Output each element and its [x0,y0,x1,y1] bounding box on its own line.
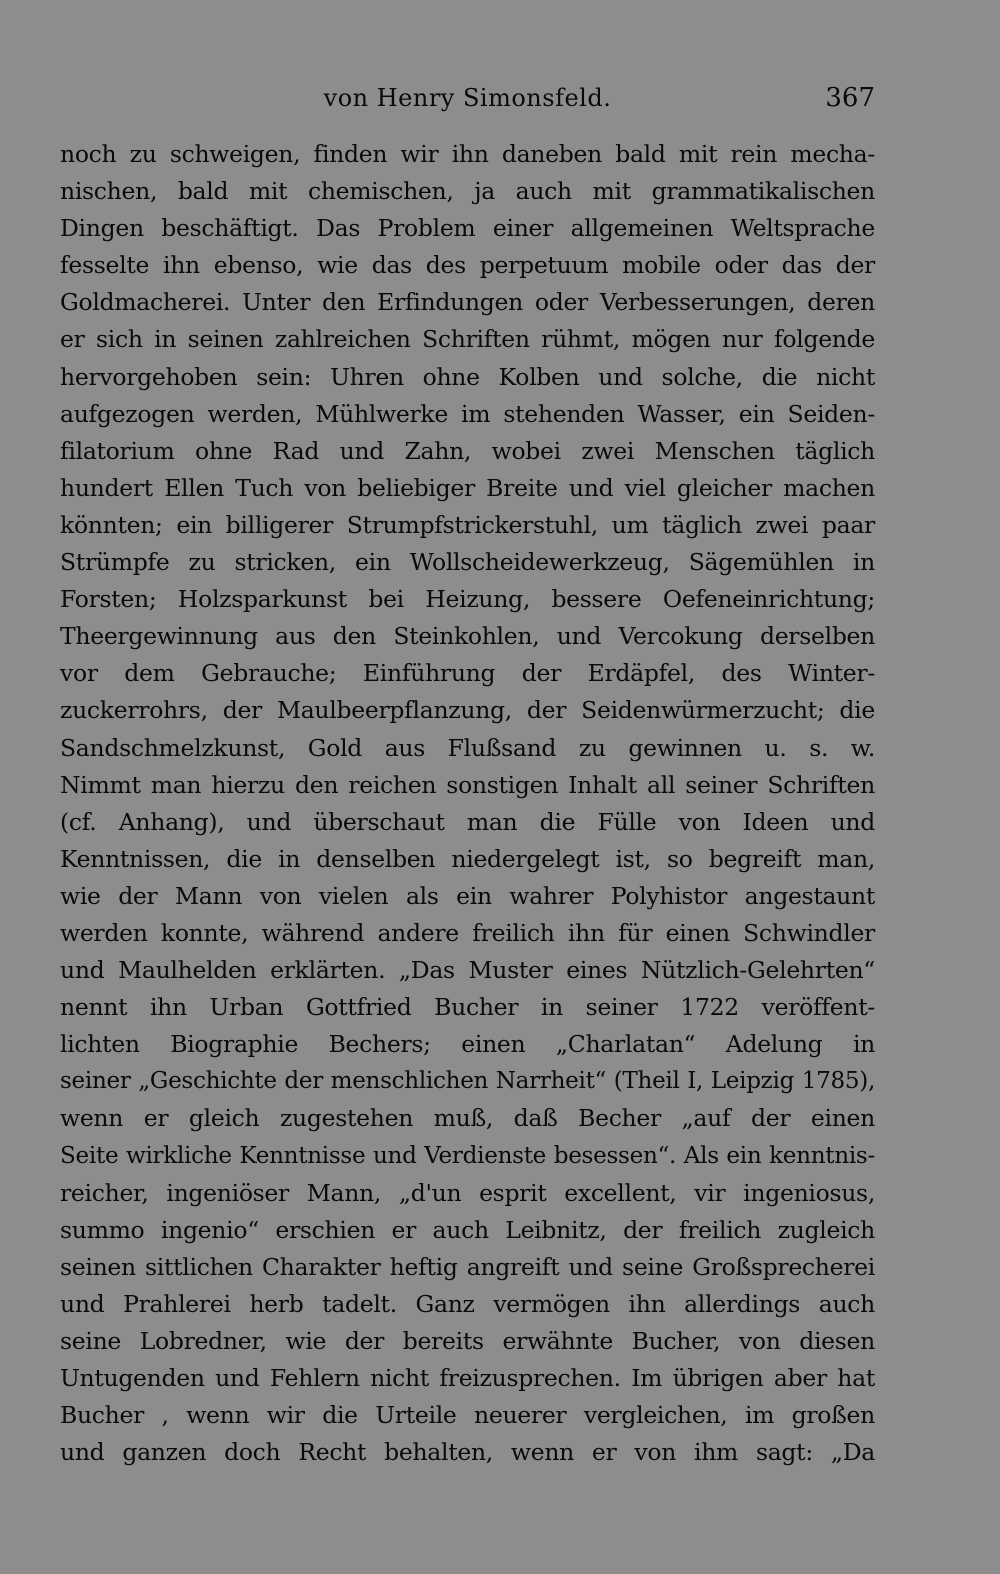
text-line: und Maulhelden erklärten. „Das Muster eines Nützlich-Gelehrten“ [60,956,875,985]
text-line: hervorgehoben sein: Uhren ohne Kolben und solche, die nicht [60,362,875,391]
text-line: reicher, ingeniöser Mann, „d'un esprit excellent, vir ingeniosus, [60,1178,875,1207]
body-text [60,136,875,1471]
text-line: fesselte ihn ebenso, wie das des perpetuum mobile oder das der [60,251,875,280]
text-line: Forsten; Holzsparkunst bei Heizung, bessere Oefeneinrichtung; [60,585,875,614]
text-line: aufgezogen werden, Mühlwerke im stehenden Wasser, ein Seiden- [60,399,875,428]
text-line: wenn er gleich zugestehen muß, daß Becher „auf der einen [60,1104,875,1133]
text-line: Strümpfe zu stricken, ein Wollscheidewerkzeug, Sägemühlen in [60,548,875,577]
page-number: 367 [825,83,875,113]
text-line: könnten; ein billigerer Strumpfstrickerstuhl, um täglich zwei paar [60,510,875,539]
text-line: (cf. Anhang), und überschaut man die Fülle von Ideen und [60,807,875,836]
text-line: lichten Biographie Bechers; einen „Charlatan“ Adelung in [60,1030,875,1059]
text-line: filatorium ohne Rad und Zahn, wobei zwei Menschen täglich [60,436,875,465]
text-line: er sich in seinen zahlreichen Schriften rühmt, mögen nur folgende [60,325,875,354]
text-line: seinen sittlichen Charakter heftig angreift und seine Großsprecherei [60,1252,875,1281]
running-head [60,78,875,118]
text-line: summo ingenio“ erschien er auch Leibnitz, der freilich zugleich [60,1215,875,1244]
text-line: wie der Mann von vielen als ein wahrer Polyhistor angestaunt [60,881,875,910]
text-line: Theergewinnung aus den Steinkohlen, und Vercokung derselben [60,622,875,651]
text-line: noch zu schweigen, finden wir ihn daneben bald mit rein mecha- [60,140,875,168]
text-line: Bucher , wenn wir die Urteile neuerer vergleichen, im großen [60,1401,875,1430]
text-line: hundert Ellen Tuch von beliebiger Breite und viel gleicher machen [60,473,875,502]
text-line: Nimmt man hierzu den reichen sonstigen Inhalt all seiner Schriften [60,770,875,799]
running-title: von Henry Simonsfeld. [323,84,612,112]
text-line: Seite wirkliche Kenntnisse und Verdienste besessen“. Als ein kenntnis- [60,1142,875,1169]
text-line: Sandschmelzkunst, Gold aus Flußsand zu gewinnen u. s. w. [60,733,875,762]
text-line: und Prahlerei herb tadelt. Ganz vermögen ihn allerdings auch [60,1289,875,1318]
text-line: nischen, bald mit chemischen, ja auch mit grammatikalischen [60,177,875,206]
text-line: und ganzen doch Recht behalten, wenn er von ihm sagt: „Da [60,1438,875,1467]
text-line: Untugenden und Fehlern nicht freizusprechen. Im übrigen aber hat [60,1364,875,1393]
text-line: Goldmacherei. Unter den Erfindungen oder Verbesserungen, deren [60,288,875,317]
text-line: seine Lobredner, wie der bereits erwähnte Bucher, von diesen [60,1327,875,1355]
text-line: seiner „Geschichte der menschlichen Narrheit“ (Theil I, Leipzig 1785), [60,1068,875,1095]
text-line: vor dem Gebrauche; Einführung der Erdäpfel, des Winter- [60,659,875,688]
text-line: werden konnte, während andere freilich ihn für einen Schwindler [60,918,875,947]
text-line: Dingen beschäftigt. Das Problem einer allgemeinen Weltsprache [60,214,875,243]
text-line: Kenntnissen, die in denselben niedergelegt ist, so begreift man, [60,844,875,873]
text-line: zuckerrohrs, der Maulbeerpflanzung, der Seidenwürmerzucht; die [60,696,875,725]
text-line: nennt ihn Urban Gottfried Bucher in seiner 1722 veröffent- [60,993,875,1022]
